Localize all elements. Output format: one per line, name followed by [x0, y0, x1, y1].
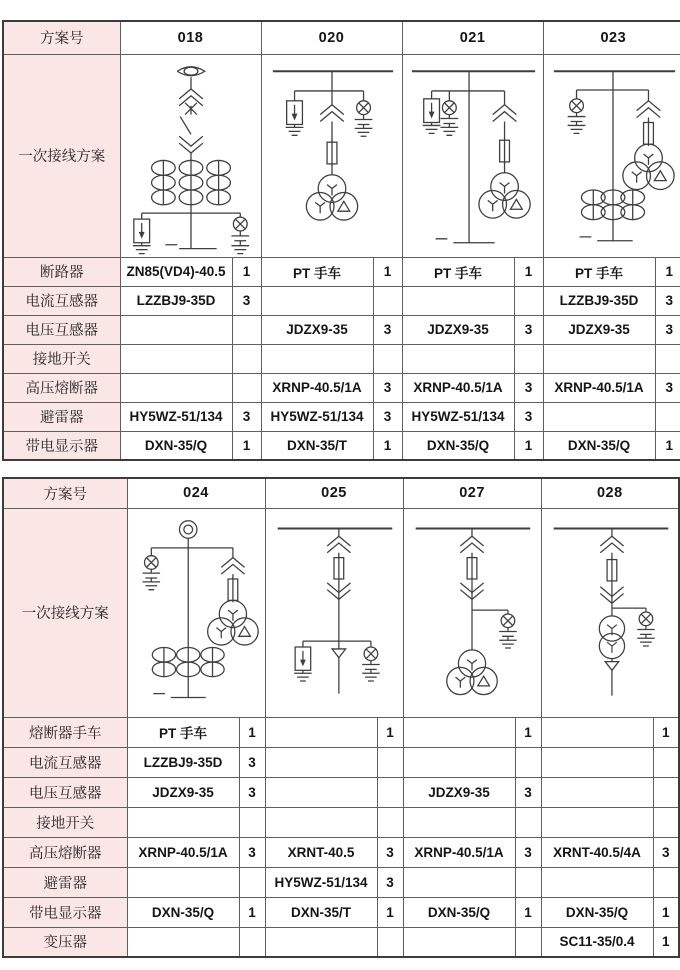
qty-cell	[514, 286, 543, 315]
capacitor-icon	[354, 119, 372, 124]
earth-icon	[354, 128, 372, 136]
qty-cell	[232, 344, 261, 373]
scheme-header: 027	[403, 478, 541, 508]
model-cell: JDZX9-35	[543, 315, 655, 344]
qty-cell: 1	[373, 431, 402, 460]
qty-cell	[515, 927, 541, 957]
cable-head-icon	[179, 520, 196, 537]
model-cell: ZN85(VD4)-40.5	[120, 257, 232, 286]
model-cell	[543, 344, 655, 373]
row-label: 避雷器	[3, 402, 120, 431]
qty-cell: 3	[655, 315, 680, 344]
qty-cell	[515, 867, 541, 897]
fuse-icon	[334, 555, 344, 580]
qty-cell	[239, 927, 265, 957]
live-display-lamp-icon	[570, 98, 584, 112]
qty-cell	[232, 315, 261, 344]
cable-terminal-icon	[605, 661, 619, 670]
diagram-row-label: 一次接线方案	[3, 54, 120, 257]
qty-cell	[515, 807, 541, 837]
model-cell	[265, 777, 377, 807]
model-cell	[120, 315, 232, 344]
fuse-icon	[327, 140, 337, 166]
table-row	[3, 373, 680, 402]
qty-cell	[373, 286, 402, 315]
qty-cell	[377, 777, 403, 807]
scheme-header: 023	[543, 21, 680, 54]
model-cell: DXN-35/Q	[120, 431, 232, 460]
qty-cell	[655, 402, 680, 431]
surge-arrester-icon	[133, 219, 149, 243]
pt-three-winding-icon	[478, 172, 529, 217]
model-cell: JDZX9-35	[127, 777, 239, 807]
table-row	[3, 837, 679, 867]
table-row	[3, 807, 679, 837]
live-display-lamp-icon	[501, 613, 515, 627]
qty-cell: 1	[515, 897, 541, 927]
model-cell	[402, 286, 514, 315]
qty-cell: 1	[377, 897, 403, 927]
qty-cell	[653, 807, 679, 837]
qty-cell	[232, 373, 261, 402]
drawout-contact-icon	[221, 557, 244, 574]
row-label: 熔断器手车	[3, 717, 127, 747]
live-display-lamp-icon	[364, 647, 378, 661]
row-label: 带电显示器	[3, 897, 127, 927]
scheme-table-2	[2, 477, 680, 958]
table-row	[3, 897, 679, 927]
qty-cell	[373, 344, 402, 373]
model-cell	[403, 927, 515, 957]
model-cell	[541, 867, 653, 897]
one-line-diagram-028	[542, 511, 678, 715]
one-line-diagram-024	[128, 511, 264, 715]
model-cell: HY5WZ-51/134	[120, 402, 232, 431]
model-cell: LZZBJ9-35D	[120, 286, 232, 315]
row-label: 高压熔断器	[3, 837, 127, 867]
capacitor-icon	[362, 664, 379, 669]
diagram-cell	[127, 508, 265, 717]
table-row	[3, 717, 679, 747]
live-display-lamp-icon	[356, 100, 370, 114]
table-row	[3, 777, 679, 807]
table-row	[3, 478, 679, 508]
fuse-icon	[644, 120, 654, 146]
scheme-header: 024	[127, 478, 265, 508]
drawout-contact-icon	[179, 88, 203, 105]
model-cell	[403, 747, 515, 777]
model-cell: PT 手车	[543, 257, 655, 286]
capacitor-icon	[499, 631, 516, 636]
model-cell: PT 手车	[261, 257, 373, 286]
model-cell	[261, 286, 373, 315]
qty-cell: 3	[377, 837, 403, 867]
qty-cell: 1	[239, 897, 265, 927]
row-label: 避雷器	[3, 867, 127, 897]
row-label: 电压互感器	[3, 315, 120, 344]
diagram-cell	[543, 54, 680, 257]
table-row	[3, 315, 680, 344]
earth-icon	[362, 673, 379, 681]
earth-icon	[231, 245, 249, 253]
one-line-diagram-018	[122, 57, 260, 255]
model-cell	[541, 777, 653, 807]
one-line-diagram-020	[263, 57, 401, 255]
table-row	[3, 286, 680, 315]
diagram-cell	[403, 508, 541, 717]
capacitor-icon	[143, 573, 160, 578]
qty-cell: 3	[515, 837, 541, 867]
one-line-diagram-021	[404, 57, 542, 255]
model-cell	[541, 807, 653, 837]
model-cell	[543, 402, 655, 431]
scheme-header: 018	[120, 21, 261, 54]
scheme-header: 028	[541, 478, 679, 508]
diagram-cell	[402, 54, 543, 257]
one-line-diagram-025	[266, 511, 402, 715]
qty-cell: 3	[239, 837, 265, 867]
scheme-header: 020	[261, 21, 402, 54]
qty-cell: 1	[655, 257, 680, 286]
corner-label: 方案号	[3, 478, 127, 508]
model-cell	[265, 717, 377, 747]
qty-cell	[239, 867, 265, 897]
winding-y-icon	[607, 642, 617, 653]
live-display-lamp-icon	[639, 612, 653, 626]
earth-icon	[132, 245, 150, 253]
diagram-cell	[120, 54, 261, 257]
model-cell	[402, 344, 514, 373]
row-label: 高压熔断器	[3, 373, 120, 402]
qty-cell: 1	[514, 257, 543, 286]
table-row	[3, 54, 680, 257]
qty-cell	[655, 344, 680, 373]
qty-cell: 1	[373, 257, 402, 286]
qty-cell: 3	[377, 867, 403, 897]
qty-cell: 1	[514, 431, 543, 460]
capacitor-icon	[231, 235, 249, 240]
fuse-icon	[499, 138, 509, 164]
qty-cell: 3	[232, 286, 261, 315]
model-cell	[127, 867, 239, 897]
model-cell: DXN-35/Q	[543, 431, 655, 460]
live-display-lamp-icon	[233, 217, 247, 231]
model-cell: LZZBJ9-35D	[543, 286, 655, 315]
table-row	[3, 747, 679, 777]
capacitor-icon	[440, 118, 458, 123]
qty-cell: 1	[377, 717, 403, 747]
model-cell: PT 手车	[402, 257, 514, 286]
drawout-contact-icon	[637, 100, 661, 117]
qty-cell: 3	[373, 373, 402, 402]
surge-arrester-icon	[286, 100, 302, 124]
model-cell	[541, 747, 653, 777]
qty-cell: 1	[232, 431, 261, 460]
qty-cell	[239, 807, 265, 837]
model-cell: SC11-35/0.4	[541, 927, 653, 957]
model-cell	[403, 867, 515, 897]
table-row	[3, 402, 680, 431]
qty-cell: 3	[514, 373, 543, 402]
qty-cell: 1	[653, 927, 679, 957]
row-label: 电流互感器	[3, 286, 120, 315]
model-cell: HY5WZ-51/134	[402, 402, 514, 431]
qty-cell: 1	[655, 431, 680, 460]
pt-three-winding-icon	[623, 144, 674, 189]
model-cell	[120, 373, 232, 402]
corner-label: 方案号	[3, 21, 120, 54]
pt-three-winding-icon	[447, 649, 498, 694]
qty-cell	[377, 807, 403, 837]
qty-cell	[514, 344, 543, 373]
model-cell: HY5WZ-51/134	[265, 867, 377, 897]
qty-cell: 3	[514, 402, 543, 431]
model-cell: PT 手车	[127, 717, 239, 747]
qty-cell	[515, 747, 541, 777]
scheme-table-1	[2, 20, 680, 461]
pt-three-winding-icon	[306, 174, 357, 219]
row-label: 电压互感器	[3, 777, 127, 807]
row-label: 带电显示器	[3, 431, 120, 460]
diagram-cell	[541, 508, 679, 717]
table-row	[3, 257, 680, 286]
qty-cell: 1	[239, 717, 265, 747]
earth-icon	[568, 125, 586, 133]
table-row	[3, 927, 679, 957]
fuse-icon	[228, 577, 238, 602]
model-cell: XRNP-40.5/1A	[402, 373, 514, 402]
earth-icon	[143, 581, 160, 589]
qty-cell: 1	[232, 257, 261, 286]
surge-arrester-icon	[423, 98, 439, 122]
qty-cell: 1	[515, 717, 541, 747]
qty-cell: 1	[653, 897, 679, 927]
qty-cell	[653, 777, 679, 807]
one-line-diagram-027	[404, 511, 540, 715]
qty-cell: 3	[239, 777, 265, 807]
earth-icon	[285, 127, 303, 135]
qty-cell: 1	[653, 717, 679, 747]
qty-cell: 3	[232, 402, 261, 431]
qty-cell	[377, 747, 403, 777]
table-row	[3, 867, 679, 897]
model-cell	[403, 717, 515, 747]
model-cell: DXN-35/Q	[402, 431, 514, 460]
drawout-contact-icon	[320, 104, 344, 121]
qty-cell: 3	[373, 315, 402, 344]
model-cell	[265, 927, 377, 957]
qty-cell: 3	[655, 373, 680, 402]
qty-cell: 3	[514, 315, 543, 344]
model-cell: DXN-35/Q	[403, 897, 515, 927]
diagram-cell	[261, 54, 402, 257]
row-label: 接地开关	[3, 344, 120, 373]
live-display-lamp-icon	[145, 555, 159, 569]
capacitor-icon	[568, 116, 586, 121]
drawout-contact-icon	[179, 136, 203, 153]
model-cell: JDZX9-35	[261, 315, 373, 344]
model-cell: XRNP-40.5/1A	[127, 837, 239, 867]
model-cell: XRNT-40.5	[265, 837, 377, 867]
model-cell	[265, 807, 377, 837]
row-label: 电流互感器	[3, 747, 127, 777]
model-cell: DXN-35/Q	[541, 897, 653, 927]
pt-three-winding-icon	[208, 600, 259, 645]
qty-cell	[377, 927, 403, 957]
table-row	[3, 431, 680, 460]
drawout-contact-icon	[327, 536, 350, 553]
live-display-lamp-icon	[442, 100, 456, 114]
model-cell: XRNP-40.5/1A	[261, 373, 373, 402]
earth-icon	[422, 125, 440, 133]
one-line-diagram-023	[544, 57, 680, 255]
model-cell: DXN-35/Q	[127, 897, 239, 927]
qty-cell: 3	[653, 837, 679, 867]
model-cell: XRNP-40.5/1A	[403, 837, 515, 867]
fuse-icon	[607, 557, 617, 582]
qty-cell: 3	[655, 286, 680, 315]
model-cell: DXN-35/T	[261, 431, 373, 460]
fuse-icon	[467, 555, 477, 580]
row-label: 接地开关	[3, 807, 127, 837]
drawout-contact-icon	[492, 104, 516, 121]
row-label: 断路器	[3, 257, 120, 286]
model-cell: JDZX9-35	[403, 777, 515, 807]
model-cell: HY5WZ-51/134	[261, 402, 373, 431]
qty-cell: 3	[373, 402, 402, 431]
capacitor-icon	[637, 629, 654, 634]
cable-terminal-icon	[332, 648, 346, 657]
row-label: 变压器	[3, 927, 127, 957]
model-cell: JDZX9-35	[402, 315, 514, 344]
diagram-cell	[265, 508, 403, 717]
qty-cell: 3	[239, 747, 265, 777]
model-cell: XRNT-40.5/4A	[541, 837, 653, 867]
table-row	[3, 21, 680, 54]
model-cell: DXN-35/T	[265, 897, 377, 927]
earth-icon	[637, 638, 654, 646]
earth-icon	[499, 640, 516, 648]
model-cell	[403, 807, 515, 837]
qty-cell: 3	[515, 777, 541, 807]
model-cell	[120, 344, 232, 373]
model-cell	[127, 807, 239, 837]
drawout-contact-icon	[600, 536, 623, 553]
cable-head-icon	[177, 66, 205, 75]
model-cell	[541, 717, 653, 747]
scheme-header: 021	[402, 21, 543, 54]
qty-cell	[653, 867, 679, 897]
model-cell	[261, 344, 373, 373]
drawout-contact-icon	[460, 536, 483, 553]
table-row	[3, 508, 679, 717]
model-cell	[127, 927, 239, 957]
model-cell: LZZBJ9-35D	[127, 747, 239, 777]
table-row	[3, 344, 680, 373]
surge-arrester-icon	[295, 647, 311, 670]
diagram-row-label: 一次接线方案	[3, 508, 127, 717]
earth-icon	[294, 673, 311, 681]
model-cell	[265, 747, 377, 777]
scheme-header: 025	[265, 478, 403, 508]
qty-cell	[653, 747, 679, 777]
model-cell: XRNP-40.5/1A	[543, 373, 655, 402]
earth-icon	[440, 127, 458, 135]
